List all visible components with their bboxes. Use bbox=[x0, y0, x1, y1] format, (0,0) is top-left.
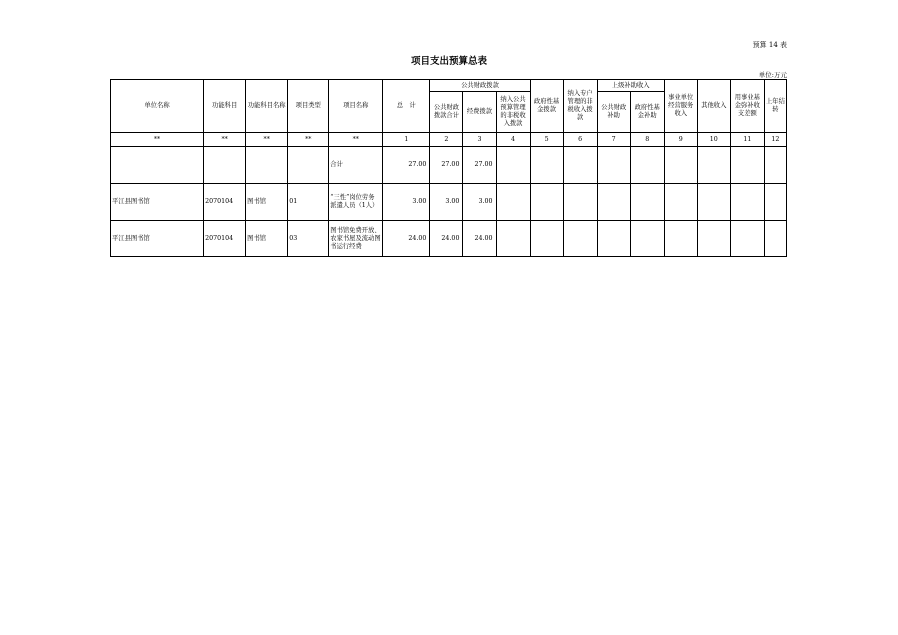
index-cell: 11 bbox=[730, 133, 764, 147]
index-cell: 5 bbox=[530, 133, 563, 147]
cell-project-name: 图书馆免费开放、农家书屋及流动图 书运行经费 bbox=[329, 221, 383, 257]
header-gov-fund: 政府性基金拨款 bbox=[530, 80, 563, 133]
index-cell: 12 bbox=[764, 133, 786, 147]
cell-project-name: “三性”岗位劳务 派遣人员（1人） bbox=[329, 184, 383, 221]
index-cell: 9 bbox=[664, 133, 697, 147]
cell-total: 27.00 bbox=[383, 147, 430, 184]
header-superior-gov: 政府性基金补助 bbox=[630, 92, 664, 133]
index-cell: 7 bbox=[597, 133, 630, 147]
form-number: 预算 14 表 bbox=[752, 41, 787, 49]
header-carryover: 上年结转 bbox=[764, 80, 786, 133]
header-budget-managed: 纳入公共预算管理的非税收入拨款 bbox=[496, 92, 530, 133]
index-cell: ** bbox=[288, 133, 329, 147]
cell-code bbox=[204, 147, 246, 184]
index-cell: 2 bbox=[430, 133, 463, 147]
cell-code: 2070104 bbox=[204, 221, 246, 257]
header-project-type: 项目类型 bbox=[288, 80, 329, 133]
header-business-income: 事业单位经营服务收入 bbox=[664, 80, 697, 133]
index-cell: 8 bbox=[630, 133, 664, 147]
index-cell: ** bbox=[111, 133, 204, 147]
cell-code-name: 图书馆 bbox=[246, 221, 288, 257]
index-cell: 6 bbox=[563, 133, 597, 147]
header-fund-offset: 用事业基金弥补收支差额 bbox=[730, 80, 764, 133]
table-row-total bbox=[111, 147, 787, 184]
cell-funding: 24.00 bbox=[463, 221, 496, 257]
cell-total: 3.00 bbox=[383, 184, 430, 221]
cell-code-name bbox=[246, 147, 288, 184]
header-public-total: 公共财政拨款合计 bbox=[430, 92, 463, 133]
header-funding: 经费拨款 bbox=[463, 92, 496, 133]
cell-unit: 平江县图书馆 bbox=[111, 184, 204, 221]
cell-type: 01 bbox=[288, 184, 329, 221]
cell-public-total: 3.00 bbox=[430, 184, 463, 221]
page-title: 项目支出预算总表 bbox=[410, 56, 487, 67]
project-expenditure-table bbox=[110, 79, 787, 257]
header-superior-public: 公共财政补助 bbox=[597, 92, 630, 133]
table-row bbox=[111, 184, 787, 221]
cell-funding: 27.00 bbox=[463, 147, 496, 184]
index-cell: 10 bbox=[697, 133, 730, 147]
index-cell: ** bbox=[329, 133, 383, 147]
index-cell: 4 bbox=[496, 133, 530, 147]
table-row bbox=[111, 221, 787, 257]
cell-code-name: 图书馆 bbox=[246, 184, 288, 221]
cell-code: 2070104 bbox=[204, 184, 246, 221]
header-unit-name: 单位名称 bbox=[111, 80, 204, 133]
cell-funding: 3.00 bbox=[463, 184, 496, 221]
cell-unit: 平江县图书馆 bbox=[111, 221, 204, 257]
header-public-fund: 公共财政拨款 bbox=[430, 80, 530, 92]
header-total: 总 计 bbox=[383, 80, 430, 133]
index-cell: 1 bbox=[383, 133, 430, 147]
header-superior-subsidy: 上级补助收入 bbox=[597, 80, 664, 92]
cell-unit bbox=[111, 147, 204, 184]
index-cell: ** bbox=[246, 133, 288, 147]
index-cell: 3 bbox=[463, 133, 496, 147]
cell-public-total: 27.00 bbox=[430, 147, 463, 184]
index-cell: ** bbox=[204, 133, 246, 147]
header-func-code: 功能科目 bbox=[204, 80, 246, 133]
cell-type: 03 bbox=[288, 221, 329, 257]
cell-total: 24.00 bbox=[383, 221, 430, 257]
unit-label: 单位:万元 bbox=[758, 71, 787, 79]
header-special-nontax: 纳入专户管理的非税收入拨款 bbox=[563, 80, 597, 133]
cell-public-total: 24.00 bbox=[430, 221, 463, 257]
cell-type bbox=[288, 147, 329, 184]
header-project-name: 项目名称 bbox=[329, 80, 383, 133]
index-row bbox=[111, 133, 787, 147]
header-other-income: 其他收入 bbox=[697, 80, 730, 133]
cell-project-name: 合计 bbox=[329, 147, 383, 184]
header-func-name: 功能科目名称 bbox=[246, 80, 288, 133]
